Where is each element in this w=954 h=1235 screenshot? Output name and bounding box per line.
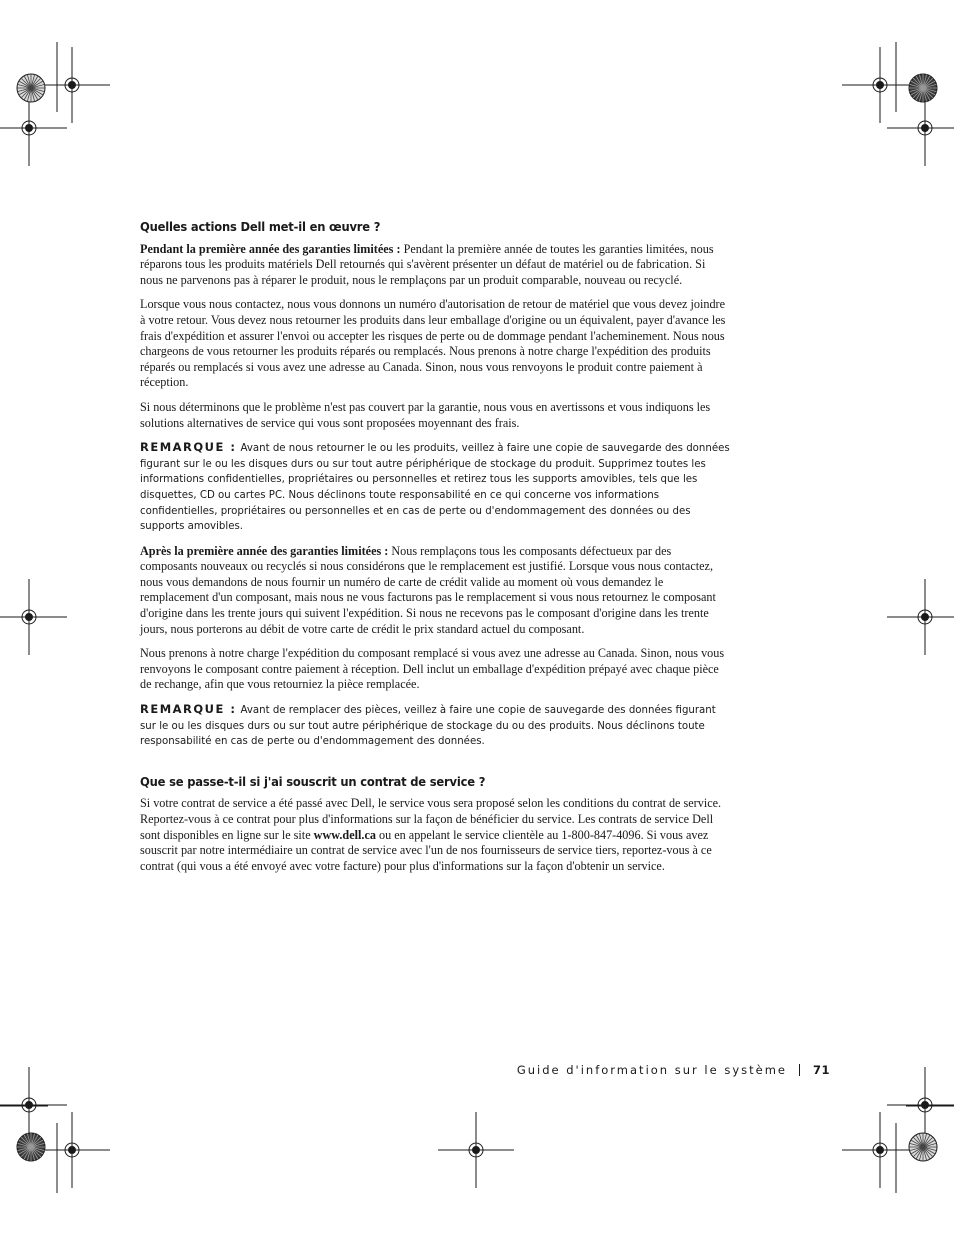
registration-target-icon xyxy=(0,579,67,655)
dell-website-link[interactable]: www.dell.ca xyxy=(313,827,376,842)
first-year-text: Pendant la première année de toutes les garanties limitées, nous réparons tous les produits matériels Dell retournés qui s'avèrent présenter un défaut de matériel ou de fabrication. Si nous ne parvenons pas à réparer le produit, nous le remplaçons par un produit comparable, nouveau ou recyclé. xyxy=(140,241,714,287)
starburst-icon xyxy=(17,74,45,102)
service-contract-text-b: ou en appelant le service clientèle au 1-800-847-4096. Si vous avez souscrit par notre intermédiaire un contrat de service avec l'un de nos fournisseurs de service tiers, reportez-vous à ce contrat (qui vous a été envoyé avec votre facture) pour plus d'informations sur la façon d'obtenir un service. xyxy=(140,827,712,873)
registration-target-icon xyxy=(842,47,918,123)
paragraph-not-covered: Si nous déterminons que le problème n'est pas couvert par la garantie, nous vous en avertissons et vous indiquons les solutions alternatives de service qui vous sont proposées moyennant des frais. xyxy=(140,399,711,430)
registration-target-icon xyxy=(34,47,110,123)
footer-separator xyxy=(799,1064,800,1076)
paragraph-first-year xyxy=(140,242,730,289)
document-body xyxy=(140,219,730,883)
paragraph-after-first-year xyxy=(140,544,730,638)
registration-target-icon xyxy=(887,1067,954,1143)
section-heading-service-contract: Que se passe-t-il si j'ai souscrit un contrat de service ? xyxy=(140,773,486,789)
starburst-icon xyxy=(17,1133,45,1161)
note-backup-before-replace xyxy=(140,702,730,750)
registration-target-icon xyxy=(438,1112,514,1188)
registration-target-icon xyxy=(842,1112,918,1188)
note-label: REMARQUE : xyxy=(140,440,237,455)
page-number: 71 xyxy=(812,1063,830,1077)
after-first-year-text: Nous remplaçons tous les composants défectueux par des composants nouveaux ou recyclés si nous considérons que le remplacement est justifié. Lorsque vous nous contactez, nous vous demandons de nous fournir un numéro de carte de crédit valide au moment où vous demandez le remplacement d'un composant, mais nous ne vous facturons pas le remplacement si vous nous retournez le composant d'origine dans les trente jours qui suivent l'expédition. Si nous ne recevons pas le composant d'origine dans les trente jours, nous porterons au débit de votre carte de crédit le prix standard actuel du composant. xyxy=(140,543,716,636)
paragraph-return-authorization: Lorsque vous nous contactez, nous vous donnons un numéro d'autorisation de retour de matériel que vous devez joindre à votre retour. Vous devez nous retourner les produits dans leur emballage d'origine ou un équivalent, payer d'avance les frais d'expédition et assurer l'envoi ou accepter les risques de perte ou de dommage pendant l'acheminement. Nous nous chargeons de vous retourner les produits réparés ou remplacés. Nous prenons à notre charge l'expédition des produits réparés ou remplacés si vous avez une adresse au Canada. Sinon, nous vous renvoyons le produit contre paiement à réception. xyxy=(140,297,726,390)
paragraph-shipping-component: Nous prenons à notre charge l'expédition du composant remplacé si vous avez une adresse au Canada. Sinon, nous vous renvoyons le composant contre paiement à réception. Dell inclut un emballage d'expédition prépayé avec chaque pièce de rechange, afin que vous retourniez la pièce remplacée. xyxy=(140,646,725,692)
note-label: REMARQUE : xyxy=(140,702,237,717)
after-first-year-label: Après la première année des garanties limitées : xyxy=(140,543,389,558)
starburst-icon xyxy=(909,1133,937,1161)
registration-target-icon xyxy=(887,579,954,655)
page-footer xyxy=(517,1063,830,1077)
registration-target-icon xyxy=(34,1112,110,1188)
service-contract-text-a: Si votre contrat de service a été passé avec Dell, le service vous sera proposé selon les conditions du contrat de service. Reportez-vous à ce contrat pour plus d'informations sur la façon de bénéficier du service. Les contrats de service Dell sont disponibles en ligne sur le site xyxy=(140,796,722,842)
section-heading-dell-actions: Quelles actions Dell met-il en œuvre ? xyxy=(140,219,381,234)
footer-guide-title: Guide d'information sur le système xyxy=(516,1063,787,1077)
note-text: Avant de remplacer des pièces, veillez à faire une copie de sauvegarde des données figurant sur le ou les disques durs ou sur tout autre périphérique de stockage du ou des produits. Nous déclinons toute responsabilité en cas de perte ou d'endommagement des données. xyxy=(140,705,716,748)
note-text: Avant de nous retourner le ou les produits, veillez à faire une copie de sauvegarde des données figurant sur le ou les disques durs ou sur tout autre périphérique de stockage du produit. Supprimez toutes les informations confidentielles, propriétaires ou personnelles et retirez tous les supports amovibles, tels que les disquettes, CD ou cartes PC. Nous déclinons toute responsabilité en ce qui concerne vos informations confidentielles, propriétaires ou personnelles et en cas de perte ou d'endommagement des données ou des supports amovibles. xyxy=(140,443,730,533)
paragraph-service-contract xyxy=(140,796,730,874)
starburst-icon xyxy=(909,74,937,102)
note-backup-before-return xyxy=(140,440,730,535)
first-year-label: Pendant la première année des garanties limitées : xyxy=(140,241,401,256)
